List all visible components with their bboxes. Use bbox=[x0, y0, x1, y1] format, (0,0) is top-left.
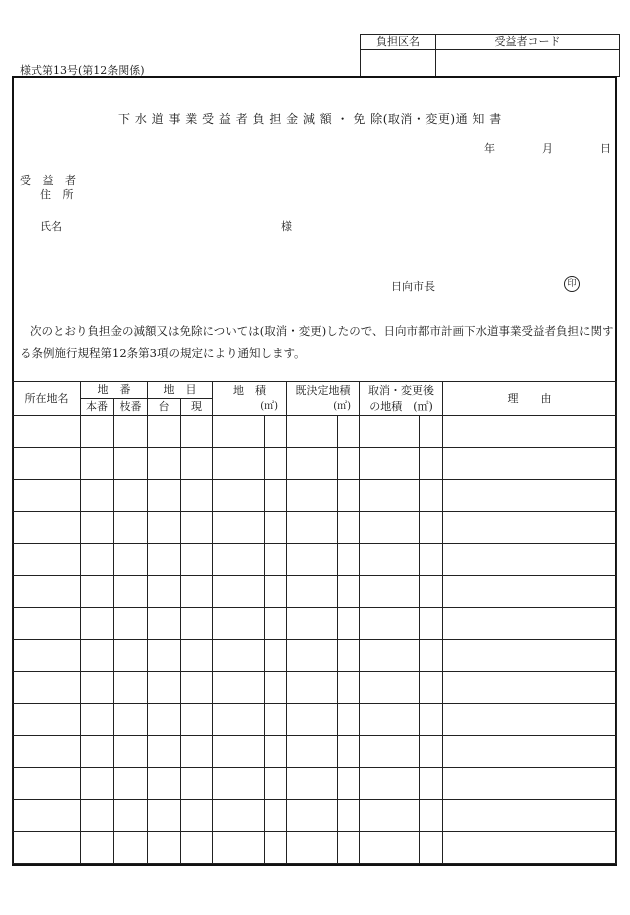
existing-area-cell[interactable] bbox=[287, 832, 338, 864]
header-current: 現 bbox=[181, 399, 213, 416]
existing-area-decimal-cell[interactable] bbox=[338, 832, 360, 864]
register-cell[interactable] bbox=[148, 832, 181, 864]
table-row bbox=[13, 672, 617, 704]
recipient-label: 受 益 者 bbox=[20, 174, 80, 187]
name-label: 氏名 bbox=[40, 220, 62, 233]
location-cell[interactable] bbox=[13, 704, 81, 736]
existing-area-decimal-cell[interactable] bbox=[338, 448, 360, 480]
after-change-decimal-cell[interactable] bbox=[420, 512, 443, 544]
main-number-cell[interactable] bbox=[81, 448, 114, 480]
land-area-cell[interactable] bbox=[213, 576, 265, 608]
location-cell[interactable] bbox=[13, 416, 81, 448]
current-cell[interactable] bbox=[181, 480, 213, 512]
location-cell[interactable] bbox=[13, 832, 81, 864]
current-cell[interactable] bbox=[181, 576, 213, 608]
existing-area-decimal-cell[interactable] bbox=[338, 736, 360, 768]
date-month: 月 bbox=[542, 142, 553, 155]
existing-area-cell[interactable] bbox=[287, 736, 338, 768]
land-table bbox=[12, 381, 617, 864]
land-area-decimal-cell[interactable] bbox=[265, 768, 287, 800]
table-body bbox=[13, 416, 617, 864]
location-cell[interactable] bbox=[13, 800, 81, 832]
land-area-decimal-cell[interactable] bbox=[265, 544, 287, 576]
current-cell[interactable] bbox=[181, 832, 213, 864]
existing-area-decimal-cell[interactable] bbox=[338, 576, 360, 608]
header-land-category: 地 目 bbox=[148, 382, 213, 399]
branch-number-cell[interactable] bbox=[114, 608, 148, 640]
current-cell[interactable] bbox=[181, 448, 213, 480]
header-code-box bbox=[360, 34, 620, 77]
seal-icon: 印 bbox=[564, 276, 580, 292]
address-label: 住 所 bbox=[40, 188, 78, 201]
branch-number-cell[interactable] bbox=[114, 640, 148, 672]
reason-cell[interactable] bbox=[443, 544, 617, 576]
existing-area-decimal-cell[interactable] bbox=[338, 480, 360, 512]
after-change-decimal-cell[interactable] bbox=[420, 640, 443, 672]
area-label: 負担区名 bbox=[361, 35, 436, 50]
current-cell[interactable] bbox=[181, 416, 213, 448]
table-row bbox=[13, 480, 617, 512]
document-title: 下 水 道 事 業 受 益 者 負 担 金 減 額 ・ 免 除(取消・変更)通 知 書 bbox=[118, 112, 502, 126]
reason-cell[interactable] bbox=[443, 576, 617, 608]
header-land-area bbox=[213, 382, 287, 416]
land-area-cell[interactable] bbox=[213, 512, 265, 544]
reason-cell[interactable] bbox=[443, 608, 617, 640]
existing-area-cell[interactable] bbox=[287, 416, 338, 448]
register-cell[interactable] bbox=[148, 416, 181, 448]
land-area-unit: (㎡) bbox=[260, 400, 278, 412]
existing-area-decimal-cell[interactable] bbox=[338, 608, 360, 640]
branch-number-cell[interactable] bbox=[114, 704, 148, 736]
after-change-cell[interactable] bbox=[360, 544, 420, 576]
land-area-cell[interactable] bbox=[213, 416, 265, 448]
after-change-cell[interactable] bbox=[360, 608, 420, 640]
land-area-label: 地 積 bbox=[233, 383, 266, 397]
reason-cell[interactable] bbox=[443, 640, 617, 672]
register-cell[interactable] bbox=[148, 640, 181, 672]
branch-number-cell[interactable] bbox=[114, 480, 148, 512]
after-change-cell[interactable] bbox=[360, 672, 420, 704]
form-number: 様式第13号(第12条関係) bbox=[20, 64, 145, 77]
branch-number-cell[interactable] bbox=[114, 512, 148, 544]
main-number-cell[interactable] bbox=[81, 704, 114, 736]
land-area-cell[interactable] bbox=[213, 448, 265, 480]
main-number-cell[interactable] bbox=[81, 768, 114, 800]
land-area-decimal-cell[interactable] bbox=[265, 480, 287, 512]
register-cell[interactable] bbox=[148, 544, 181, 576]
current-cell[interactable] bbox=[181, 608, 213, 640]
register-cell[interactable] bbox=[148, 704, 181, 736]
table-row bbox=[13, 832, 617, 864]
existing-area-decimal-cell[interactable] bbox=[338, 512, 360, 544]
register-cell[interactable] bbox=[148, 480, 181, 512]
table-row bbox=[13, 416, 617, 448]
location-cell[interactable] bbox=[13, 640, 81, 672]
reason-cell[interactable] bbox=[443, 416, 617, 448]
land-area-decimal-cell[interactable] bbox=[265, 672, 287, 704]
land-area-decimal-cell[interactable] bbox=[265, 576, 287, 608]
land-area-decimal-cell[interactable] bbox=[265, 832, 287, 864]
current-cell[interactable] bbox=[181, 544, 213, 576]
date-line bbox=[484, 140, 611, 156]
branch-number-cell[interactable] bbox=[114, 576, 148, 608]
header-after-change bbox=[360, 382, 443, 416]
location-cell[interactable] bbox=[13, 672, 81, 704]
header-reason: 理 由 bbox=[443, 382, 617, 416]
notice-body: 次のとおり負担金の減額又は免除については(取消・変更)したので、日向市都市計画下水道事業受益者負担に関する条例施行規程第12条第3項の規定により通知します。 bbox=[20, 324, 614, 360]
register-cell[interactable] bbox=[148, 448, 181, 480]
location-cell[interactable] bbox=[13, 512, 81, 544]
after-change-decimal-cell[interactable] bbox=[420, 672, 443, 704]
reason-cell[interactable] bbox=[443, 800, 617, 832]
after-change-cell[interactable] bbox=[360, 832, 420, 864]
main-number-cell[interactable] bbox=[81, 832, 114, 864]
location-cell[interactable] bbox=[13, 480, 81, 512]
branch-number-cell[interactable] bbox=[114, 832, 148, 864]
date-year: 年 bbox=[484, 142, 495, 155]
main-number-cell[interactable] bbox=[81, 512, 114, 544]
existing-area-cell[interactable] bbox=[287, 576, 338, 608]
land-area-decimal-cell[interactable] bbox=[265, 608, 287, 640]
table-row bbox=[13, 608, 617, 640]
main-number-cell[interactable] bbox=[81, 544, 114, 576]
main-number-cell[interactable] bbox=[81, 416, 114, 448]
land-area-decimal-cell[interactable] bbox=[265, 800, 287, 832]
code-label: 受益者コード bbox=[436, 35, 620, 50]
land-area-cell[interactable] bbox=[213, 832, 265, 864]
existing-area-label: 既決定地積 bbox=[295, 383, 351, 397]
register-cell[interactable] bbox=[148, 800, 181, 832]
land-area-decimal-cell[interactable] bbox=[265, 640, 287, 672]
after-change-cell[interactable] bbox=[360, 800, 420, 832]
honorific-label: 様 bbox=[281, 220, 292, 233]
existing-area-unit: (㎡) bbox=[333, 400, 351, 412]
after-change-decimal-cell[interactable] bbox=[420, 608, 443, 640]
location-cell[interactable] bbox=[13, 768, 81, 800]
main-number-cell[interactable] bbox=[81, 576, 114, 608]
table-row bbox=[13, 544, 617, 576]
table-row bbox=[13, 800, 617, 832]
reason-cell[interactable] bbox=[443, 672, 617, 704]
header-location: 所在地名 bbox=[13, 382, 81, 416]
location-cell[interactable] bbox=[13, 448, 81, 480]
branch-number-cell[interactable] bbox=[114, 448, 148, 480]
after-change-cell[interactable] bbox=[360, 576, 420, 608]
reason-cell[interactable] bbox=[443, 448, 617, 480]
register-cell[interactable] bbox=[148, 608, 181, 640]
land-area-cell[interactable] bbox=[213, 800, 265, 832]
after-change-cell[interactable] bbox=[360, 640, 420, 672]
after-change-decimal-cell[interactable] bbox=[420, 416, 443, 448]
location-cell[interactable] bbox=[13, 576, 81, 608]
register-cell[interactable] bbox=[148, 736, 181, 768]
table-row bbox=[13, 512, 617, 544]
main-number-cell[interactable] bbox=[81, 640, 114, 672]
land-area-cell[interactable] bbox=[213, 672, 265, 704]
after-change-cell[interactable] bbox=[360, 448, 420, 480]
existing-area-decimal-cell[interactable] bbox=[338, 768, 360, 800]
existing-area-decimal-cell[interactable] bbox=[338, 416, 360, 448]
after-change-decimal-cell[interactable] bbox=[420, 768, 443, 800]
branch-number-cell[interactable] bbox=[114, 672, 148, 704]
reason-cell[interactable] bbox=[443, 736, 617, 768]
after-change-cell[interactable] bbox=[360, 768, 420, 800]
existing-area-cell[interactable] bbox=[287, 672, 338, 704]
existing-area-cell[interactable] bbox=[287, 704, 338, 736]
register-cell[interactable] bbox=[148, 672, 181, 704]
land-area-cell[interactable] bbox=[213, 608, 265, 640]
existing-area-cell[interactable] bbox=[287, 608, 338, 640]
after-change-cell[interactable] bbox=[360, 512, 420, 544]
reason-cell[interactable] bbox=[443, 480, 617, 512]
after-change-decimal-cell[interactable] bbox=[420, 448, 443, 480]
existing-area-decimal-cell[interactable] bbox=[338, 704, 360, 736]
after-change-decimal-cell[interactable] bbox=[420, 832, 443, 864]
after-change-cell[interactable] bbox=[360, 736, 420, 768]
branch-number-cell[interactable] bbox=[114, 544, 148, 576]
existing-area-cell[interactable] bbox=[287, 448, 338, 480]
land-area-cell[interactable] bbox=[213, 640, 265, 672]
land-area-cell[interactable] bbox=[213, 704, 265, 736]
after-change-cell[interactable] bbox=[360, 704, 420, 736]
land-area-cell[interactable] bbox=[213, 736, 265, 768]
land-area-decimal-cell[interactable] bbox=[265, 448, 287, 480]
table-row bbox=[13, 768, 617, 800]
code-value-field[interactable] bbox=[436, 50, 620, 77]
current-cell[interactable] bbox=[181, 512, 213, 544]
land-area-cell[interactable] bbox=[213, 544, 265, 576]
existing-area-decimal-cell[interactable] bbox=[338, 640, 360, 672]
main-number-cell[interactable] bbox=[81, 672, 114, 704]
current-cell[interactable] bbox=[181, 800, 213, 832]
current-cell[interactable] bbox=[181, 768, 213, 800]
branch-number-cell[interactable] bbox=[114, 416, 148, 448]
reason-cell[interactable] bbox=[443, 832, 617, 864]
area-value-field[interactable] bbox=[361, 50, 436, 77]
main-number-cell[interactable] bbox=[81, 736, 114, 768]
current-cell[interactable] bbox=[181, 704, 213, 736]
branch-number-cell[interactable] bbox=[114, 768, 148, 800]
location-cell[interactable] bbox=[13, 544, 81, 576]
after-change-decimal-cell[interactable] bbox=[420, 480, 443, 512]
after-change-decimal-cell[interactable] bbox=[420, 736, 443, 768]
main-number-cell[interactable] bbox=[81, 480, 114, 512]
current-cell[interactable] bbox=[181, 672, 213, 704]
header-branch-number: 枝番 bbox=[114, 399, 148, 416]
location-cell[interactable] bbox=[13, 736, 81, 768]
location-cell[interactable] bbox=[13, 608, 81, 640]
existing-area-decimal-cell[interactable] bbox=[338, 672, 360, 704]
existing-area-cell[interactable] bbox=[287, 800, 338, 832]
table-row bbox=[13, 448, 617, 480]
current-cell[interactable] bbox=[181, 736, 213, 768]
table-row bbox=[13, 640, 617, 672]
register-cell[interactable] bbox=[148, 576, 181, 608]
existing-area-cell[interactable] bbox=[287, 640, 338, 672]
after-change-decimal-cell[interactable] bbox=[420, 704, 443, 736]
land-area-decimal-cell[interactable] bbox=[265, 736, 287, 768]
land-area-cell[interactable] bbox=[213, 480, 265, 512]
after-change-decimal-cell[interactable] bbox=[420, 800, 443, 832]
register-cell[interactable] bbox=[148, 768, 181, 800]
main-number-cell[interactable] bbox=[81, 608, 114, 640]
mayor-signature: 日向市長 bbox=[391, 280, 435, 293]
branch-number-cell[interactable] bbox=[114, 736, 148, 768]
existing-area-decimal-cell[interactable] bbox=[338, 544, 360, 576]
land-area-decimal-cell[interactable] bbox=[265, 416, 287, 448]
date-day: 日 bbox=[600, 142, 611, 155]
after-change-area-label: の地積 (㎡) bbox=[369, 399, 433, 413]
after-change-decimal-cell[interactable] bbox=[420, 544, 443, 576]
existing-area-cell[interactable] bbox=[287, 544, 338, 576]
main-number-cell[interactable] bbox=[81, 800, 114, 832]
reason-cell[interactable] bbox=[443, 704, 617, 736]
after-change-cell[interactable] bbox=[360, 480, 420, 512]
table-row bbox=[13, 736, 617, 768]
branch-number-cell[interactable] bbox=[114, 800, 148, 832]
after-change-label: 取消・変更後 bbox=[368, 383, 434, 397]
land-area-decimal-cell[interactable] bbox=[265, 704, 287, 736]
table-row bbox=[13, 704, 617, 736]
reason-cell[interactable] bbox=[443, 768, 617, 800]
header-main-number: 本番 bbox=[81, 399, 114, 416]
existing-area-decimal-cell[interactable] bbox=[338, 800, 360, 832]
header-lot-number: 地 番 bbox=[81, 382, 148, 399]
header-existing-area bbox=[287, 382, 360, 416]
header-register: 台 bbox=[148, 399, 181, 416]
land-area-decimal-cell[interactable] bbox=[265, 512, 287, 544]
table-row bbox=[13, 576, 617, 608]
existing-area-cell[interactable] bbox=[287, 512, 338, 544]
reason-cell[interactable] bbox=[443, 512, 617, 544]
land-area-cell[interactable] bbox=[213, 768, 265, 800]
current-cell[interactable] bbox=[181, 640, 213, 672]
after-change-cell[interactable] bbox=[360, 416, 420, 448]
register-cell[interactable] bbox=[148, 512, 181, 544]
existing-area-cell[interactable] bbox=[287, 480, 338, 512]
after-change-decimal-cell[interactable] bbox=[420, 576, 443, 608]
existing-area-cell[interactable] bbox=[287, 768, 338, 800]
